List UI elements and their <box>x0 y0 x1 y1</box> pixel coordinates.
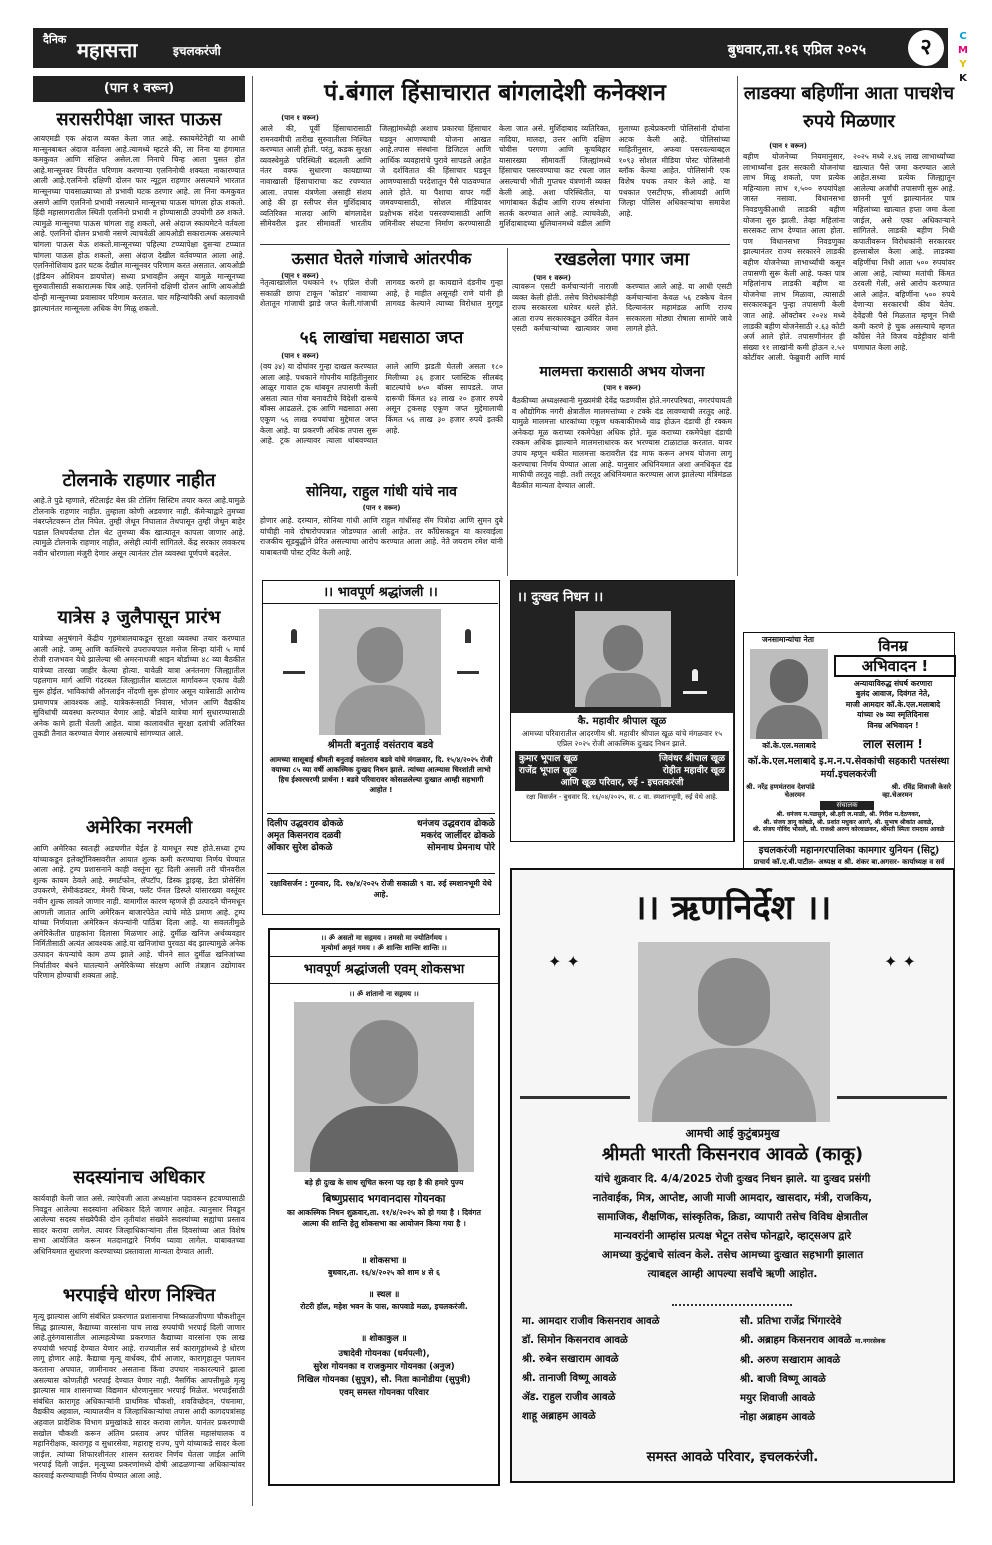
page-number: २ <box>920 35 932 60</box>
s4-body: आणि अमेरिका स्वतःही अडचणीत येईल हे यामधून स्पष्ट होते.सध्या ट्रम्प यांच्याकडून इलेक्ट्रॉनिक्सवरील आयात शुल्क कमी करण्याचा निर्णय घेण्यात आला आहे. ट्रम्प प्रशासनाने काही वस्तूंना सूट दिली असली तरी चीनवरील शुल्क कायम ठेवले आहे. स्मार्टफोन, लॅपटॉप, डिस्क ड्राइव्ह, डेटा प्रोसेसिंग उपकरणे, सेमीकंडक्टर, मेमरी चिप्स, फ्लॅट पॅनल डिस्प्ले यांसारख्या वस्तूंवर नवीन शुल्क लावले जाणार नाही. यामागील कारण म्हणजे ही उत्पादने चीनमधून आणली जातात आणि अमेरिकन बाजारपेठेत त्यांचे मोठे प्रमाण आहे. ट्रम्प यांच्या निर्णयाला अमेरिकन कंपन्यांनी पाठिंबा दिला आहे. या सवलतीमुळे अमेरिकेतील ग्राहकांना दिलासा मिळणार आहे. दुर्मीळ खनिज अर्थव्यवहार निर्मितीसाठी अत्यंत आवश्यक आहे.या खनिजांचा पुरवठा बंद झाल्यामुळे अनेक उत्पादन कंपन्यांचे काम ठप्प झाले आहे. चीनने सात दुर्मीळ खनिजांच्या निर्यातीवर बंधने घातल्याने अमेरिकेच्या संरक्षण आणि तंत्रज्ञान उद्योगावर परिणाम होण्याची शक्यता आहे. <box>33 844 245 981</box>
shraddh1-footer: रक्षाविसर्जन : गुरुवार, दि. १७/४/२०२५ रोजी सकाळी ९ वा. रुई स्मशानभूमी येथे आहे. <box>267 873 495 900</box>
goyanka-verse-2: मृत्योर्मा अमृतं गमय । ॐ शान्तिः शान्तिः शान्तिः ।। <box>321 944 447 952</box>
page-number-badge <box>908 30 944 66</box>
name-1: दिलीप उद्धवराव ढोकळे <box>267 819 344 829</box>
runnirdesh-text <box>518 1170 947 1284</box>
portrait-photo-goyanka <box>294 1002 474 1172</box>
sthal-label: ॥ स्थल ॥ <box>368 1290 400 1300</box>
salary-story <box>512 248 732 358</box>
run-line-4: मान्यवरांनी आम्हांस प्रत्यक्ष भेटून तसेच फोनद्वारे, व्हाट्सअप द्वारे <box>613 1230 852 1242</box>
shraddh1-title: ।। भावपूर्ण श्रद्धांजली ।। <box>263 583 498 604</box>
khul-family: आणि खूळ परिवार, रुई - इचलकरंजी <box>560 778 684 788</box>
nidhan-name: कै. महावीर श्रीपाल खूळ <box>577 716 667 727</box>
nidhan-names <box>515 751 729 791</box>
nidhan-text: आमच्या परिवारातील आदरणीय श्री. महावीर श्रीपाल खूळ यांचे मंगळवार १५ एप्रिल २०२५ रोजी आकस्मिक दुःखद निधन झाले. <box>521 729 723 748</box>
chairman-name: श्री. नरेंद्र हणमंतराव देशपांडे <box>746 783 815 791</box>
left-name-4: श्री. तानाजी विष्णू आवळे <box>522 1373 617 1384</box>
abhi-line-3: माजी आमदार कॉ.के.एल.मलाबादे <box>845 699 941 709</box>
run-line-1: यांचे शुक्रवार दि. 4/4/2025 रोजी दुःखद निधन झाले. या दुःखद प्रसंगी <box>594 1173 871 1185</box>
dir-line-3: श्री. संजय गोविंद भोसले, सौ. राजश्री अरुण कोरवाळकर, श्रीमती स्मिता रामदास आवळे <box>752 826 945 834</box>
goyanka-text: का आकस्मिक निधन शुक्रवार,ता. ११/४/२०२५ को हो गया है । दिवंगत आत्मा की शान्ति हेतु शोकसभा का आयोजन किया गया है । <box>287 1208 481 1228</box>
vice-chairman-name: श्री. रविंद्र शिवाजी केसरे <box>891 783 951 791</box>
portrait-photo-awale <box>638 942 830 1122</box>
abhi-line-2: बुलंद आवाज, दिवंगत नेते, <box>855 689 931 699</box>
cmyk-strip <box>955 30 971 90</box>
name-5: ओंकार सुरेश ढोकळे <box>267 843 333 853</box>
khul-4: रोहीत महावीर खूळ <box>662 766 725 776</box>
s5-title: सदस्यांनाच अधिकार <box>73 1167 205 1188</box>
liquor-body: (वय ३४) या दोघांवर गुन्हा दाखल करण्यात आला आहे. पथकाने गोपनीय माहितीनुसार आळूर गावात ट्रक थांबवून तपासणी केली असता त्यात गोवा बनावटीचे विदेशी दारूचे बॉक्स आढळले. ट्रक आणि मद्यसाठा असा एकूण ५६ लाख रुपयांचा मुद्देमाल जप्त केला आहे. या प्रकरणी अधिक तपास सुरू आहे. ट्रक आल्यावर त्याला थांबवण्यात आले आणि झडती घेतली असता १८० मिलीच्या ३६ हजार प्लास्टिक सीलबंद बाटल्यांचे ७५० बॉक्स सापडले. जप्त दारूची किंमत ४३ लाख २० हजार रुपये असून ट्रकसह एकूण जप्त मुद्देमालाची किंमत ५६ लाख ३० हजार रुपये इतकी आहे. <box>260 362 503 446</box>
name-2: धनंजय उद्धवराव ढोकळे <box>417 819 495 829</box>
goyanka-family <box>272 1348 496 1400</box>
ladki-story <box>743 76 955 496</box>
malabade-caption: कॉ.के.एल.मलाबादे <box>762 741 816 750</box>
rule-bengal <box>260 244 730 245</box>
khul-3: राजेंद्र भूपाल खूळ <box>519 766 577 776</box>
lal-salam: लाल सलाम ! <box>863 737 923 751</box>
shraddh1-names <box>267 813 495 854</box>
goyanka-om: ।। ॐ शांतानो ना सद्गमय ।। <box>349 990 419 998</box>
sonia-body: होणार आहे. दरम्यान, सोनिया गांधी आणि राहुल गांधींसह सॅम पित्रोदा आणि सुमन दुबे यांचीही नावे दोषारोपपत्रात जोडण्यात आली आहेत. तर काँग्रेसकडून या कारवाईला राजकीय सूडबुद्धीने प्रेरित असल्याचा आरोप करण्यात आला आहे. नेते जयराम रमेश यांनी याबाबतची पोस्ट ट्विट केली आहे. <box>260 516 503 557</box>
bengal-body: आले की, पूर्वी हिंसाचारासाठी रामनवमीची तारीख सुरुवातीला निश्चित करण्यात आली होती. परंतु, कडक सुरक्षा व्यवस्थेमुळे परिस्थिती बदलली आणि नंतर वक्फ सुधारणा कायद्याच्या नावाखाली हिंसाचाराचा कट रचण्यात आला. तपास यंत्रणेला असाही संशय आहे की हा स्लीपर सेल मुर्शिदाबाद व्यतिरिक्त मालदा आणि बांगलादेश सीमेवरील इतर सीमावर्ती भारतीय जिल्ह्यांमध्येही अशाच प्रकारचा हिंसाचार घडवून आणण्याची योजना आखत आहे.तपास संस्थांना डिजिटल आणि आर्थिक व्यवहारांचे पुरावे सापडले आहेत जे दर्शवितात की हिंसाचार घडवून आणण्यासाठी परदेशातून पैसे पाठवण्यात आले होते. या पैशाचा वापर गर्दी जमवण्यासाठी, सोशल मीडियावर प्रक्षोभक संदेश पसरवण्यासाठी आणि जमिनीवर संघटना निर्माण करण्यासाठी केला जात असे. मुर्शिदाबाद व्यतिरिक्त, नादिया, मालदा, उत्तर आणि दक्षिण चोवीस परगणा आणि कूचबिहार यासारख्या सीमावर्ती जिल्ह्यांमध्ये हिंसाचार पसरवण्याचा कट रचला जात असल्याची भीती गुप्तचर यंत्रणांनी व्यक्त केली आहे. अशा परिस्थितीत, या भागांबाबत केंद्रीय आणि राज्य संस्थांना सतर्क करण्यात आले आहे. त्याचवेळी, मुर्शिदाबादच्या धुलियानमध्ये वडील आणि मुलाच्या हत्येप्रकरणी पोलिसांनी दोघांना अटक केली आहे. पोलिसांच्या माहितीनुसार, अफवा पसरवल्याबद्दल १०९३ सोशल मीडिया पोस्ट पोलिसांनी ब्लॉक केल्या आहेत. पोलिसांनी एक विशेष पथक तयार केले आहे. या पथकात एसटीएफ, सीआयडी आणि जिल्हा पोलिस अधिकाऱ्यांचा समावेश आहे. <box>260 124 730 229</box>
ganja-pan: (पान १ वरून) <box>281 272 319 280</box>
rule-mid <box>507 248 508 576</box>
divider-dots <box>672 1294 792 1306</box>
ladki-body: बहीण योजनेच्या नियमानुसार, लाभार्थ्यांना इतर सरकारी योजनांचा लाभ मिळू शकतो, पण प्रत्येक महिन्याला लाभ १,५०० रुपयांपेक्षा जास्त नसावा. विधानसभा निवडणुकीआधी लाडकी बहीण योजना सुरु झाली. तेव्हा महिलांना सरसकट लाभ देण्यात आला होता. पण विधानसभा निवडणुका झाल्यानंतर राज्य सरकारने लाडकी बहीण योजनेच्या लाभार्थ्यांची कसून तपासणी सुरू केली आहे. फक्त पात्र महिलांनाच लाडकी बहीण या योजनेचा लाभ मिळावा, त्यासाठी सरकारकडून पुन्हा तपासणी केली जात आहे. ऑक्टोबर २०२४ मध्ये लाडकी बहीण योजनेसाठी २.६३ कोटी अर्ज आले होते. तपासणीनंतर ही संख्या ११ लाखांनी कमी होऊन २.५२ कोटींवर आली. फेब्रुवारी आणि मार्च २०२५ मध्ये २.४६ लाख लाभार्थ्यांच्या खात्यात पैसे जमा करण्यात आले आहेत.सध्या प्रत्येक जिल्ह्यातून आलेल्या अर्जांची तपासणी सुरू आहे. छाननी पूर्ण झाल्यानंतर पात्र महिलांच्या खात्यात हप्ता जमा केला जाईल, असे एका अधिकाऱ्याने सांगितले. लाडकी बहीण निधी कपातीवरून विरोधकांनी सरकारवर हल्लाबोल केला आहे. लाडक्या बहिणींचा निधी आता ५०० रुपयांवर आला आहे, त्यांच्या मतांची किंमत ठरवली गेली, असे आरोप करण्यात आले आहेत. बहिणींना ५०० रुपये देणाऱ्या सरकारची कीव येतेय. देवेंद्रजी पैसे मिळतात म्हणून निधी कमी करणे हे चुक असल्याचे म्हणत काँग्रेस नेते विजय वडेट्टीवार यांनी घणाघात केला आहे. <box>743 152 955 363</box>
sonia-story <box>260 482 503 574</box>
bengal-pan: (पान १ वरून) <box>281 114 319 122</box>
cmyk-c: C <box>959 31 967 42</box>
dir-line-1: श्री. धनंजय म.पळसुले, श्री.हरी ल.माळी, श्री. गिरीश म.देठणकर, <box>776 811 921 818</box>
run-line-6: त्याबद्दल आम्ही आपल्या सर्वांचे ऋणी आहोत. <box>647 1268 818 1280</box>
khul-2: जिवंधर श्रीपाल खूळ <box>659 754 725 764</box>
ganja-story <box>260 248 503 318</box>
union-name: इचलकरंजी महानगरपालिका कामगार युनियन (सिटू) <box>758 845 940 856</box>
liquor-title: ५६ लाखांचा मद्यसाठा जप्त <box>299 328 464 348</box>
left-column <box>33 76 245 1506</box>
s5-body: कार्यवाही केली जात असे. त्याऐवजी आता अध्यक्षांना पदावरून हटवण्यासाठी निवडून आलेल्या सदस्यांना अधिकार दिले जाणार आहेत. त्यानुसार निवडून आलेल्या सदस्य संख्येपैकी दोन तृतीयांश संख्येने सदस्यांच्या सह्यांचा प्रस्ताव सादर करावा लागेल. त्यावर जिल्हाधिकाऱ्यांना तीस दिवसांच्या आत विशेष सभा आयोजित करून मतदानाद्वारे निर्णय घ्यावा लागेल. याबाबतच्या अधिनियमात सुधारणा करण्याच्या प्रस्तावाला मान्यता देण्यात आली. <box>33 1194 245 1256</box>
sonia-pan: (पान १ वरून) <box>362 504 401 512</box>
goyanka-verse-1: ।। ॐ असतो मा सद्गमय । तमसो मा ज्योतिर्गमय । <box>320 934 448 942</box>
abhi-line-4: यांच्या २७ व्या स्मृतिदिनास <box>857 710 929 720</box>
left-name-1: मा. आमदार राजीव किसनराव आवळे <box>522 1316 660 1327</box>
brand-small: दैनिक <box>43 33 67 46</box>
chairman-role: चेअरमन <box>784 791 805 800</box>
runnirdesh-box <box>510 868 955 1483</box>
pan-tag <box>33 76 245 102</box>
property-story <box>512 362 732 572</box>
nidhan-body <box>511 713 733 841</box>
salary-pan: (पान १ वरून) <box>533 274 571 282</box>
vice-chairman-role: व्हा.चेअरमन <box>882 791 913 800</box>
name-3: अमृत किसनराव दळवी <box>267 831 341 841</box>
left-name-5: ॲड. राहुल राजीव आवळे <box>522 1392 616 1403</box>
s2-title: टोलनाके राहणार नाहीत <box>62 470 216 491</box>
s1-body: आयएमडी एक अंदाज व्यक्त केला जात आहे. स्कायमेटेनेही या आधी मान्सूनबाबत अंदाज वर्तवला आहे.त्यामध्ये म्हटले की, ला निना या हंगामात कमकुवत आणि संक्षिप्त असेल.ला निनाचे चिन्ह आता पुसत होत आहे.मान्सूनवर विपरीत परिणाम करणाऱ्या एलनिनोची शक्यता नाकारण्यात आली आहे.एलनिनो दक्षिणी दोलन फार न्यूट्रल राहणार असल्याने भारतात मान्सूनच्या पावसाळ्याच्या तो प्रभावी घटक ठरणार आहे. ला निना कमकुवत असणे आणि एलनिनो प्रभावी नसल्याने मान्सूनचा पाऊस चांगला होऊ शकतो. हिंदी महासागरातील स्थिती एलनिनो प्रभावी न होण्यासाठी उपयोगी ठरु शकते. त्यामुळे मान्सूनचा पाऊस चांगला राहू शकतो, असे अंदाज स्कायमेटने वर्तवला आहे. एलनिनो दोलन प्रभावी नसणे त्याचवेळी आयओडी सकारात्मक असल्याने चांगला पाऊस येऊ शकतो.मान्सूनच्या पहिल्या टप्प्यापेक्षा दुसऱ्या टप्प्यात चांगला पाऊस होऊ शकतो, असा अंदाज देखील वर्तवण्यात आला आहे. एलनिनोशिवाय इतर घटक देखील मान्सूनवर परिणाम करत असतात. आयओडी (इंडियन ओशियन डायपोल) सध्या प्रभावहीन असून यामुळे मान्सूनच्या सुरुवातीसाठी सकारात्मक चित्र आहे. एलनिनो दक्षिणी दोलन आणि आयओडी दोन्ही मान्सूनच्या प्रवासावर परिणाम करतात. चार महिन्यांपैकी अर्धा कालावधी झाल्यानंतर मान्सूनला अधिक वेग मिळू शकतो. <box>33 134 245 313</box>
star-deco-right-icon: ✦ ✦ <box>884 952 916 971</box>
sonia-title: सोनिया, राहुल गांधी यांचे नाव <box>306 484 457 500</box>
sabha-time: बुधवार,ता. १६/४/२०२५ को शाम ४ से ६ <box>328 1268 440 1277</box>
salary-title: रखडलेला पगार जमा <box>554 249 690 270</box>
pan-tag-label: (पान १ वरून) <box>103 81 175 96</box>
brand-name: महासत्ता <box>77 38 138 62</box>
sanchalak-label: संचालक <box>820 801 874 810</box>
left-name-6: शाहू अब्राहम आवळे <box>522 1411 596 1422</box>
right-name-3: श्री. अरुण सखाराम आवळे <box>740 1355 841 1366</box>
masthead <box>33 28 948 68</box>
cmyk-k: K <box>959 73 967 84</box>
lamp-left-icon <box>283 621 305 674</box>
liquor-pan: (पान १ वरून) <box>281 352 319 360</box>
portrait-photo-khul <box>575 611 671 707</box>
runnirdesh-left-names <box>522 1312 737 1426</box>
cmyk-y: Y <box>959 59 967 70</box>
abhi-line-1: अन्यायाविरुद्ध संघर्ष करणारा <box>853 679 933 688</box>
goyanka-family-2: सुरेश गोयनका व राजकुमार गोयनका (अनुज) <box>313 1362 455 1372</box>
runnirdesh-right-names <box>740 1312 950 1427</box>
abhi-line-5: विनम्र अभिवादन ! <box>867 720 919 730</box>
run-line-5: आमच्या कुटुंबाचे सांत्वन केले. तसेच आमच्या दुःखात सहभागी झालात <box>601 1249 864 1261</box>
property-body: बैठकीच्या अध्यक्षस्थानी मुख्यमंत्री देवेंद्र फडणवीस होते.नगरपरिषदा, नगरपंचायती व औद्योगिक नगरी क्षेत्रातील मालमत्तांच्या २ टक्के दंड लावण्याची तरतूद आहे. यामुळे मालमत्ता धारकांच्या एकूण थकबाकीमध्ये वाढ होऊन दंडाची ही रक्कम अनेकदा मूळ कराच्या रकमेपेक्षा अधिक होते. मूळ कराच्या रकमेपेक्षा दंडाची रक्कम अधिक झाल्याने मालमत्ताधारक कर भरण्यास टाळाटाळ करतात. यावर उपाय म्हणून थकीत मालमत्ता करावरील दंड माफ करून अभय योजना लागू करण्याचा निर्णय घेण्यात आला आहे. यानुसार अधिनियमात अशा अनधिकृत दंड माफीची तरतूद नाही. तशी तरतूद अधिनियमात करण्यास आज झालेल्या मंत्रिमंडळ बैठकीत मान्यता देण्यात आली. <box>512 396 732 490</box>
bengal-story <box>260 76 730 242</box>
run-line-2: नातेवाईक, मित्र, आप्तेष्ट, आजी माजी आमदार, खासदार, मंत्री, राजकिय, <box>592 1192 873 1204</box>
shraddh1-text: आमच्या सासूबाई श्रीमती बनुताई वसंतराव बडवे यांचे मंगळवार, दि. १५/४/२०२५ रोजी वयाच्या ८५ व्या वर्षी आकस्मिक दुःखद निधन झाले. त्यांच्या आत्म्यास चिरशांती लाभो हिच ईश्वरचरणी प्रार्थना ! बडवे परिवारावर कोसळलेल्या दुःखात आम्ही सहभागी आहोत ! <box>269 755 493 794</box>
name-6: सोमनाथ प्रेमनाथ पोरे <box>427 843 495 853</box>
abhivadan-box <box>743 632 955 842</box>
runnirdesh-name: श्रीमती भारती किसनराव आवळे (काकू) <box>601 1144 864 1165</box>
liquor-story <box>260 326 503 478</box>
s6-title: भरपाईचे धोरण निश्चित <box>62 1285 216 1306</box>
bengal-title: पं.बंगाल हिंसाचारात बांगलादेशी कनेक्शन <box>324 80 666 106</box>
runnirdesh-footer: समस्त आवळे परिवार, इचलकरंजी. <box>646 1450 819 1465</box>
dir-line-2: श्री. संजय ज्ञानू कांबळे, श्री. प्रशांत मधुकर आरगे, श्री. सुभाष श्रीकांत आवळे, <box>763 818 934 826</box>
shraddhanjali-badve <box>262 580 500 915</box>
property-title: मालमत्ता करासाठी अभय योजना <box>539 364 705 380</box>
right-name-1: सौ. प्रतिभा राजेंद्र भिंगारदेवे <box>740 1316 842 1327</box>
goyanka-title: भावपूर्ण श्रद्धांजली एवम् शोकसभा <box>270 956 498 984</box>
shraddh1-name: श्रीमती बनुताई वसंतराव बडवे <box>327 740 434 751</box>
nagarsevak-label: मा.नगरसेवक <box>854 1337 886 1345</box>
left-name-2: डॉ. सिमोन किसनराव आवळे <box>522 1335 628 1346</box>
goyanka-lead: बड़े ही दुःख के साथ सूचित करना पड़ रहा है की हमारे पुज्य <box>304 1178 464 1187</box>
office-bearers <box>746 783 951 800</box>
issue-date: बुधवार,ता.१६ एप्रिल २०२५ <box>727 42 866 58</box>
goyanka-name: बिष्णुप्रसाद भगवानदास गोयनका <box>322 1193 446 1205</box>
ladki-pan: (पान १ वरून) <box>769 142 807 150</box>
abhivadan-title1: विनम्र <box>878 637 908 655</box>
s6-body: मृत्यू झाल्यास आणि संबंधित प्रकरणात प्रशासनाचा निष्काळजीपणा चौकशीतून सिद्ध झाल्यास, कैद्याच्या वारसांना पाच लाख रुपयांची भरपाई दिली जाणार आहे.तुरुंगवासातील आत्महत्येच्या प्रकरणात कैद्याच्या वारसांना एक लाख रुपयांची भरपाई देण्यात येणार आहे. राज्यातील सर्व कारागृहांमध्ये हे धोरण लागू होणार आहे. कैद्याचा मृत्यू वार्धक्य, दीर्घ आजार, कारागृहातून पलायन करताना अपघात, जामीनावर असताना किंवा उपचार नाकारल्याने झाला असल्यास कोणतीही भरपाई देण्यात येणार नाही. नैसर्गिक आपत्तीमुळे मृत्यू झाल्यास मात्र शासनाच्या विद्यमान धोरणानुसार भरपाई मिळेल. भरपाईसाठी संबंधित कारागृह अधिकाऱ्यांनी प्राथमिक चौकशी, शवविच्छेदन, पंचनामा, वैद्यकीय अहवाल, न्यायालयीन व जिल्हाधिकाऱ्यांचा तपास आदी कागदपत्रांसह अहवाल प्रादेशिक विभाग प्रमुखांकडे सादर करावा लागेल. यानंतर प्रकरणाची सखोल चौकशी करून अंतिम प्रस्ताव अपर पोलिस महासंचालक व महानिरीक्षक, कारागृह व सुधारसेवा, महाराष्ट्र राज्य, पुणे यांच्याकडे सादर केला जाईल. त्यांच्या शिफारशीनंतर शासन स्तरावर निर्णय घेतला जाईल आणि भरपाई दिली जाईल. मृत्यूच्या प्रकरणांमध्ये दोषी आढळणाऱ्या अधिकाऱ्यांवर कारवाई करण्याचाही निर्णय घेण्यात आला आहे. <box>33 1312 245 1480</box>
right-name-2: श्री. अब्राहम किसनराव आवळे <box>740 1335 852 1346</box>
lamp-right-icon <box>457 621 479 674</box>
ladki-title: लाडक्या बहिणींना आता पाचशेच रुपये मिळणार <box>743 83 955 132</box>
goyanka-family-4: एवम् समस्त गोयनका परिवार <box>339 1388 429 1398</box>
shraddhanjali-goyanka <box>268 928 500 1486</box>
dukhad-nidhan <box>510 580 735 842</box>
abhivadan-caption: जनसामान्यांचा नेता <box>761 635 814 644</box>
star-deco-icon: ✦ ✦ <box>548 952 580 971</box>
name-4: मकरंद जालींदर ढोकळे <box>420 831 495 841</box>
right-name-5: मयुर शिवाजी आवळे <box>740 1393 816 1404</box>
s1-title: सरासरीपेक्षा जास्त पाऊस <box>56 109 222 130</box>
nidhan-title: ।। दुःखद निधन ।। <box>517 590 604 605</box>
abhivadan-org: कॉ.के.एल.मलाबादे इ.म.न.प.सेवकांची सहकारी पतसंस्था मर्या.इचलकरंजी <box>747 756 950 780</box>
goyanka-family-3: निखिल गोयनका (सुपुत्र), सौ. निता कानोडीया (सुपुत्री) <box>297 1375 471 1385</box>
khul-1: कुमार भूपाल खूळ <box>519 754 578 764</box>
s3-title: यात्रेस ३ जुलैपासून प्रारंभ <box>57 607 221 628</box>
lamp-nidhan-icon <box>683 661 707 694</box>
nidhan-footer: रक्षा विसर्जन - बुधवार दि. १६/०४/२०२५, स. ८ वा. स्मशानभूमी, रुई येथे आहे. <box>526 793 718 801</box>
directors <box>746 811 951 834</box>
left-name-3: श्री. रुबेन सखाराम आवळे <box>522 1354 619 1365</box>
right-name-4: श्री. बाजी विष्णू आवळे <box>740 1374 826 1385</box>
brand-city: इचलकरंजी <box>173 44 221 58</box>
ganja-title: ऊसात घेतले गांजाचे आंतरपीक <box>291 249 472 268</box>
salary-body: त्यावरून एसटी कर्मचाऱ्यांनी नाराजी व्यक्त केली होती. तसेच विरोधकांनीही राज्य सरकारला धारेवर धरले होते. आता राज्य सरकारकडून उर्वरित वेतन एसटी कर्मचाऱ्यांच्या खात्यावर जमा करण्यात आले आहे. या आधी एसटी कर्मचाऱ्यांना केवळ ५६ टक्केच वेतन दिल्यानंतर महामंडळ आणि राज्य सरकारला मोठ्या रोषाला सामोरे जावे लागले होते. <box>512 282 732 334</box>
lamp-row-left-icon <box>520 1070 630 1099</box>
lamp-row-right-icon <box>837 1070 947 1099</box>
runnirdesh-title: ।। ऋणनिर्देश ।। <box>633 888 832 928</box>
sabha-label: ॥ शोकसभा ॥ <box>361 1256 407 1266</box>
right-name-6: नोहा अब्राहम आवळे <box>740 1412 815 1423</box>
abhivadan-title2: अभिवादन ! <box>834 655 956 677</box>
shokakul-label: ॥ शोकाकुल ॥ <box>361 1334 407 1344</box>
sthal-text: रोटरी हॉल, महेश भवन के पास, कापवाडे मळा, इचलकरंजी. <box>300 1302 468 1311</box>
rule-left <box>252 76 253 1506</box>
s4-title: अमेरिका नरमली <box>85 817 193 838</box>
run-line-3: सामाजिक, शैक्षणिक, सांस्कृतिक, क्रिडा, व्यापारी तसेच विविध क्षेत्रातील <box>597 1211 868 1223</box>
s3-body: यात्रेच्या अनुषंगाने केंद्रीय गृहमंत्रालयाकडून सुरक्षा व्यवस्था तयार करण्यात आली आहे. जम्मू आणि काश्मिरचे उपराज्यपाल मनोज सिन्हा यांनी ५ मार्च रोजी राजभवन येथे झालेल्या श्री अमरनाथजी श्राइन बोर्डाच्या ४८ व्या बैठकीत यात्रेच्या तारखा जाहीर केल्या होत्या. यावेळी यात्रा अनंतनाग जिल्ह्यातील पहलगाम मार्ग आणि गंदरबल जिल्ह्यातील बालटाल मार्गावरून एकाच वेळी सुरू होईल. भाविकांची ऑनलाईन नोंदणी सुरू होणार असून यात्रेसाठी आरोग्य प्रमाणपत्र आवश्यक आहे. यात्रेकरूंसाठी निवास, भोजन आणि वैद्यकीय सुविधांची व्यवस्था करण्यात येणार आहे. बोर्डाने यात्रेचा मार्ग सुधारण्यासाठी अनेक कामे हाती घेतली आहेत. यात्रा कालावधीत सुरक्षा दलांची अतिरिक्त तुकडी तैनात करण्यात येणार असल्याचे सांगण्यात आले. <box>33 634 245 739</box>
portrait-photo-malabade <box>750 649 828 739</box>
cmyk-m: M <box>958 45 968 56</box>
rule-right <box>737 76 738 576</box>
ganja-body: नेतृत्वाखालील पथकाने १५ एप्रिल रोजी सकाळी छापा टाकून 'कोडार' नावाच्या शेतातून गांजाची झाडे जप्त केली.गांजाची लागवड करणे हा कायद्याने दंडनीय गुन्हा आहे, हे माहीत असूनही राणे यांनी ही लागवड केल्याने त्याच्या विरोधात मुरगूड <box>260 278 503 309</box>
goyanka-family-1: उषादेवी गोयनका (धर्मपत्नी), <box>338 1349 430 1359</box>
union-sub: प्राचार्य कॉ.ए.बी.पाटील- अध्यक्ष व श्री. शंकर बा.अगसर- कार्याध्यक्ष व सर्व <box>753 858 945 866</box>
property-pan: (पान १ वरून) <box>603 384 641 392</box>
portrait-photo-badve <box>319 609 441 735</box>
runnirdesh-intro: आमची आई कुटुंबप्रमुख <box>685 1127 780 1140</box>
s2-body: आहे.ते पुढे म्हणाले, सॅटेलाईट बेस फ्री टोलिंग सिस्टिम तयार करत आहे.यामुळे टोलनाके राहणार नाहीत. तुम्हाला कोणी अडवणार नाही. कॅमेऱ्याद्वारे तुमच्या नंबरप्लेटवरून टोल निघेल. तुम्ही जेथून निघालात तेथपासून तुम्ही जेथून बाहेर पडाल तिथपर्यंतचा टोल थेट तुमच्या बँक खात्यातून कापला जाणार आहे. त्यामुळे टोलनाके राहणार नाहीत, असेही त्यांनी सांगितले. केंद्र सरकार लवकरच नवीन धोरणाला मंजुरी देणार असून त्यानंतर टोल व्यवस्था पूर्णपणे बदलेल. <box>33 496 245 558</box>
abhivadan-lines <box>832 679 954 731</box>
